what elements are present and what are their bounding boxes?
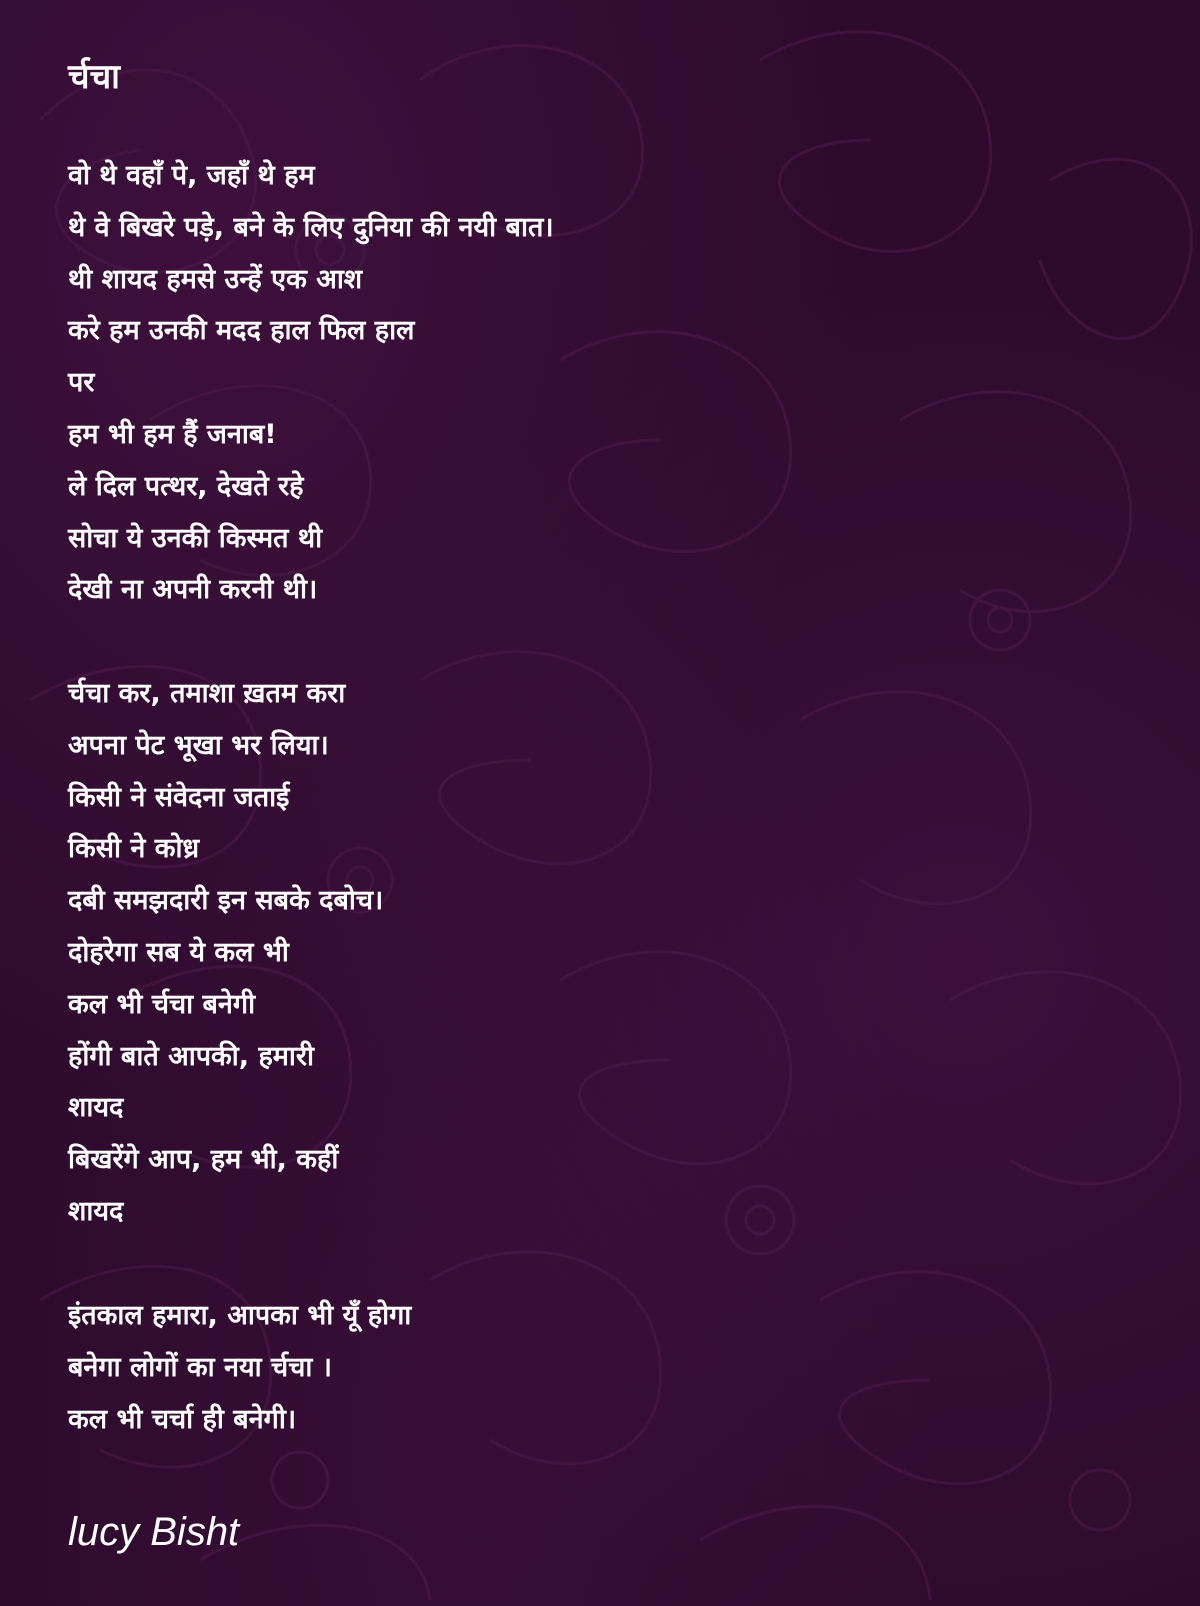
poem-line: देखी ना अपनी करनी थी।: [68, 574, 318, 606]
poem-line: शायद: [68, 1092, 124, 1124]
poem-line: शायद: [68, 1195, 124, 1227]
poem-line: हम भी हम हैं जनाब!: [68, 418, 277, 450]
poem-line: करे हम उनकी मदद हाल फिल हाल: [68, 315, 415, 347]
poem-line: किसी ने कोध्र: [68, 833, 200, 865]
poem-line: र्चचा कर, तमाशा ख़तम करा: [68, 678, 346, 709]
poem-line: बनेगा लोगों का नया र्चचा ।: [68, 1351, 332, 1383]
poem-line: बिखरेंगे आप, हम भी, कहीं: [68, 1144, 339, 1176]
poem-stanza-2: [68, 668, 383, 1238]
poem-line: इंतकाल हमारा, आपका भी यूँ होगा: [68, 1300, 412, 1331]
poem-line: अपना पेट भूखा भर लिया।: [68, 729, 329, 761]
poem-line: दबी समझदारी इन सबके दबोच।: [68, 885, 384, 917]
poem-stanza-1: [68, 150, 554, 616]
poem-line: कल भी र्चचा बनेगी: [68, 988, 256, 1020]
poem-stanza-3: [68, 1290, 411, 1445]
poem-line: वो थे वहाँ पे, जहाँ थे हम: [68, 160, 315, 191]
poem-line: सोचा ये उनकी किस्मत थी: [68, 522, 323, 554]
poem-line: कल भी चर्चा ही बनेगी।: [68, 1403, 297, 1435]
poem-author: lucy Bisht: [68, 1510, 240, 1554]
poem-title: र्चचा: [68, 57, 120, 97]
poem-line: होंगी बाते आपकी, हमारी: [68, 1040, 314, 1072]
poem-line: थी शायद हमसे उन्हें एक आश: [68, 263, 363, 295]
poem-line: किसी ने संवेदना जताई: [68, 781, 290, 813]
poem-line: दोहरेगा सब ये कल भी: [68, 936, 289, 968]
poem-line: पर: [68, 367, 95, 399]
poem-line: थे वे बिखरे पड़े, बने के लिए दुनिया की नयी बात।: [68, 211, 554, 243]
poem-line: ले दिल पत्थर, देखते रहे: [68, 470, 304, 502]
